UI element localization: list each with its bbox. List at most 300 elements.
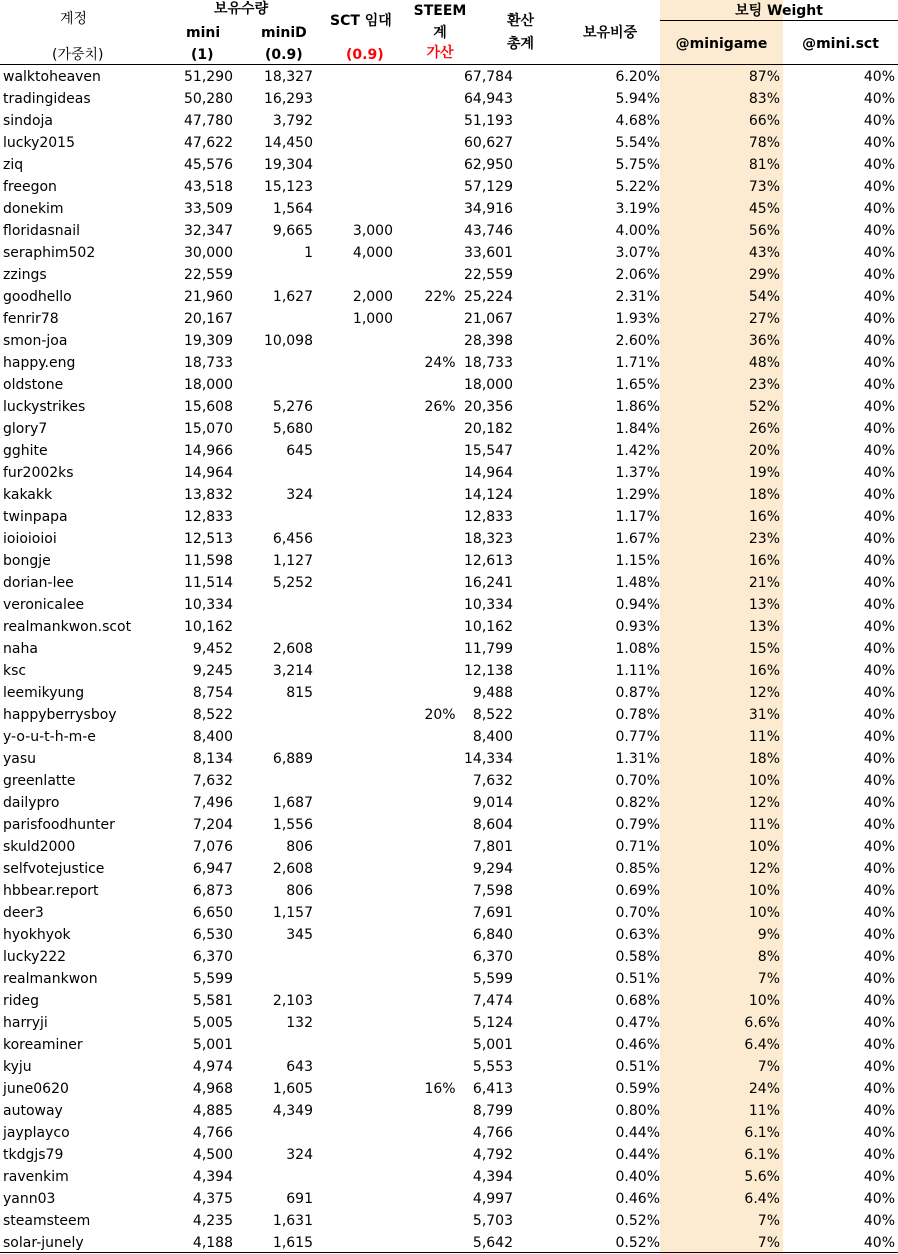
cell-minisct-weight: 40% <box>863 245 895 261</box>
cell-steem-add: 24% <box>424 355 456 371</box>
cell-ratio: 3.07% <box>615 245 660 261</box>
table-row <box>0 1210 898 1232</box>
cell-ratio: 0.63% <box>615 927 660 943</box>
table-row <box>0 924 898 946</box>
cell-total: 12,833 <box>464 509 513 525</box>
cell-mini: 30,000 <box>184 245 233 261</box>
header-bottom-border <box>0 64 898 65</box>
cell-account: bongje <box>3 553 51 569</box>
cell-total: 9,488 <box>472 685 513 701</box>
cell-minisct-weight: 40% <box>863 69 895 85</box>
cell-total: 14,124 <box>464 487 513 503</box>
cell-total: 8,522 <box>472 707 513 723</box>
cell-minid: 10,098 <box>264 333 313 349</box>
cell-ratio: 2.06% <box>615 267 660 283</box>
cell-total: 7,691 <box>472 905 513 921</box>
header-steem-add: 가산 <box>426 45 454 61</box>
cell-mini: 15,070 <box>184 421 233 437</box>
table-row <box>0 616 898 638</box>
cell-minigame-weight: 12% <box>748 861 780 877</box>
table-row <box>0 1188 898 1210</box>
cell-mini: 18,000 <box>184 377 233 393</box>
cell-total: 25,224 <box>464 289 513 305</box>
table-row <box>0 660 898 682</box>
cell-mini: 12,513 <box>184 531 233 547</box>
cell-minigame-weight: 45% <box>748 201 780 217</box>
cell-ratio: 4.68% <box>615 113 660 129</box>
table-row <box>0 220 898 242</box>
cell-minigame-weight: 16% <box>748 553 780 569</box>
cell-mini: 11,514 <box>184 575 233 591</box>
cell-mini: 7,076 <box>192 839 233 855</box>
cell-minisct-weight: 40% <box>863 839 895 855</box>
table-row <box>0 352 898 374</box>
cell-ratio: 0.93% <box>615 619 660 635</box>
cell-minid: 5,276 <box>272 399 313 415</box>
cell-account: fenrir78 <box>3 311 59 327</box>
cell-mini: 4,766 <box>192 1125 233 1141</box>
cell-minid: 1,615 <box>272 1235 313 1251</box>
cell-total: 5,124 <box>472 1015 513 1031</box>
cell-mini: 4,394 <box>192 1169 233 1185</box>
cell-account: goodhello <box>3 289 72 305</box>
table-row <box>0 242 898 264</box>
cell-account: skuld2000 <box>3 839 76 855</box>
cell-mini: 4,375 <box>192 1191 233 1207</box>
cell-minigame-weight: 18% <box>748 751 780 767</box>
cell-minid: 14,450 <box>264 135 313 151</box>
cell-mini: 13,832 <box>184 487 233 503</box>
cell-minisct-weight: 40% <box>863 1169 895 1185</box>
cell-total: 57,129 <box>464 179 513 195</box>
cell-ratio: 5.75% <box>615 157 660 173</box>
cell-minigame-weight: 7% <box>757 1213 780 1229</box>
table-row <box>0 440 898 462</box>
table-row <box>0 176 898 198</box>
cell-total: 64,943 <box>464 91 513 107</box>
cell-account: deer3 <box>3 905 44 921</box>
cell-total: 16,241 <box>464 575 513 591</box>
table-row <box>0 484 898 506</box>
cell-ratio: 0.51% <box>615 971 660 987</box>
table-row <box>0 110 898 132</box>
cell-minid: 6,456 <box>272 531 313 547</box>
cell-mini: 19,309 <box>184 333 233 349</box>
cell-minisct-weight: 40% <box>863 663 895 679</box>
cell-minisct-weight: 40% <box>863 135 895 151</box>
cell-minisct-weight: 40% <box>863 971 895 987</box>
cell-mini: 15,608 <box>184 399 233 415</box>
cell-minigame-weight: 6.1% <box>744 1125 780 1141</box>
cell-minisct-weight: 40% <box>863 575 895 591</box>
cell-minigame-weight: 56% <box>748 223 780 239</box>
cell-minisct-weight: 40% <box>863 443 895 459</box>
cell-minisct-weight: 40% <box>863 1235 895 1251</box>
cell-account: seraphim502 <box>3 245 96 261</box>
cell-minid: 806 <box>286 839 313 855</box>
cell-minisct-weight: 40% <box>863 949 895 965</box>
cell-minid: 1 <box>304 245 313 261</box>
cell-account: jayplayco <box>3 1125 70 1141</box>
cell-ratio: 0.59% <box>615 1081 660 1097</box>
cell-account: happy.eng <box>3 355 76 371</box>
cell-account: smon-joa <box>3 333 68 349</box>
header-account: 계정 <box>60 11 88 27</box>
cell-total: 8,400 <box>472 729 513 745</box>
cell-ratio: 1.29% <box>615 487 660 503</box>
cell-mini: 4,885 <box>192 1103 233 1119</box>
cell-ratio: 1.65% <box>615 377 660 393</box>
cell-ratio: 5.54% <box>615 135 660 151</box>
cell-total: 8,604 <box>472 817 513 833</box>
cell-minid: 9,665 <box>272 223 313 239</box>
cell-ratio: 1.71% <box>615 355 660 371</box>
cell-minid: 324 <box>286 487 313 503</box>
header-steem-total: 계 <box>433 25 447 41</box>
cell-ratio: 0.78% <box>615 707 660 723</box>
cell-minigame-weight: 23% <box>748 531 780 547</box>
cell-minigame-weight: 10% <box>748 905 780 921</box>
cell-minisct-weight: 40% <box>863 509 895 525</box>
cell-minigame-weight: 27% <box>748 311 780 327</box>
cell-minid: 19,304 <box>264 157 313 173</box>
cell-total: 7,598 <box>472 883 513 899</box>
cell-total: 28,398 <box>464 333 513 349</box>
cell-total: 7,801 <box>472 839 513 855</box>
table-row <box>0 880 898 902</box>
cell-minigame-weight: 13% <box>748 597 780 613</box>
cell-account: walktoheaven <box>3 69 101 85</box>
cell-minisct-weight: 40% <box>863 355 895 371</box>
cell-account: freegon <box>3 179 57 195</box>
cell-steem-add: 20% <box>424 707 456 723</box>
cell-account: dorian-lee <box>3 575 74 591</box>
cell-minisct-weight: 40% <box>863 399 895 415</box>
cell-minigame-weight: 21% <box>748 575 780 591</box>
cell-account: autoway <box>3 1103 63 1119</box>
cell-ratio: 1.86% <box>615 399 660 415</box>
table-row <box>0 946 898 968</box>
cell-mini: 18,733 <box>184 355 233 371</box>
cell-minisct-weight: 40% <box>863 597 895 613</box>
cell-minigame-weight: 23% <box>748 377 780 393</box>
cell-mini: 9,245 <box>192 663 233 679</box>
cell-minid: 6,889 <box>272 751 313 767</box>
cell-steem-add: 22% <box>424 289 456 305</box>
cell-minid: 1,127 <box>272 553 313 569</box>
cell-minigame-weight: 7% <box>757 1059 780 1075</box>
cell-total: 6,413 <box>472 1081 513 1097</box>
cell-minisct-weight: 40% <box>863 553 895 569</box>
cell-mini: 4,500 <box>192 1147 233 1163</box>
table-row <box>0 770 898 792</box>
cell-total: 34,916 <box>464 201 513 217</box>
cell-account: donekim <box>3 201 64 217</box>
cell-minisct-weight: 40% <box>863 641 895 657</box>
cell-minid: 324 <box>286 1147 313 1163</box>
table-row <box>0 550 898 572</box>
cell-minisct-weight: 40% <box>863 751 895 767</box>
cell-minid: 15,123 <box>264 179 313 195</box>
cell-minid: 806 <box>286 883 313 899</box>
cell-minigame-weight: 10% <box>748 839 780 855</box>
cell-mini: 6,873 <box>192 883 233 899</box>
cell-account: tradingideas <box>3 91 91 107</box>
cell-account: yasu <box>3 751 37 767</box>
header-sct-weight: (0.9) <box>346 47 384 63</box>
cell-mini: 4,188 <box>192 1235 233 1251</box>
cell-minigame-weight: 16% <box>748 663 780 679</box>
cell-minid: 1,556 <box>272 817 313 833</box>
cell-sct-lease: 4,000 <box>352 245 393 261</box>
cell-minisct-weight: 40% <box>863 1191 895 1207</box>
cell-minisct-weight: 40% <box>863 685 895 701</box>
cell-minid: 4,349 <box>272 1103 313 1119</box>
header-sct-lease: SCT 임대 <box>330 13 392 29</box>
cell-minigame-weight: 6.1% <box>744 1147 780 1163</box>
cell-mini: 10,162 <box>184 619 233 635</box>
cell-minid: 1,605 <box>272 1081 313 1097</box>
header-minid-weight: (0.9) <box>265 47 303 63</box>
cell-mini: 8,400 <box>192 729 233 745</box>
cell-sct-lease: 3,000 <box>352 223 393 239</box>
cell-total: 18,733 <box>464 355 513 371</box>
cell-minigame-weight: 6.4% <box>744 1191 780 1207</box>
cell-mini: 8,754 <box>192 685 233 701</box>
cell-ratio: 0.94% <box>615 597 660 613</box>
cell-minigame-weight: 11% <box>748 817 780 833</box>
header-total: 환산 <box>507 13 535 29</box>
cell-minisct-weight: 40% <box>863 1103 895 1119</box>
cell-ratio: 1.84% <box>615 421 660 437</box>
cell-ratio: 0.58% <box>615 949 660 965</box>
cell-account: steamsteem <box>3 1213 91 1229</box>
cell-minisct-weight: 40% <box>863 311 895 327</box>
cell-total: 18,323 <box>464 531 513 547</box>
cell-total: 4,394 <box>472 1169 513 1185</box>
cell-minigame-weight: 43% <box>748 245 780 261</box>
cell-minisct-weight: 40% <box>863 487 895 503</box>
table-row <box>0 726 898 748</box>
cell-minisct-weight: 40% <box>863 201 895 217</box>
cell-minigame-weight: 54% <box>748 289 780 305</box>
cell-minisct-weight: 40% <box>863 531 895 547</box>
cell-total: 12,138 <box>464 663 513 679</box>
cell-minigame-weight: 11% <box>748 1103 780 1119</box>
cell-ratio: 0.70% <box>615 773 660 789</box>
cell-minisct-weight: 40% <box>863 377 895 393</box>
cell-minisct-weight: 40% <box>863 421 895 437</box>
cell-minigame-weight: 8% <box>757 949 780 965</box>
cell-mini: 7,632 <box>192 773 233 789</box>
cell-account: realmankwon <box>3 971 98 987</box>
table-row <box>0 132 898 154</box>
cell-mini: 50,280 <box>184 91 233 107</box>
cell-mini: 33,509 <box>184 201 233 217</box>
cell-ratio: 0.85% <box>615 861 660 877</box>
cell-minigame-weight: 52% <box>748 399 780 415</box>
cell-total: 4,766 <box>472 1125 513 1141</box>
cell-total: 43,746 <box>464 223 513 239</box>
header-mini: mini <box>186 25 221 41</box>
cell-total: 4,792 <box>472 1147 513 1163</box>
cell-total: 60,627 <box>464 135 513 151</box>
table-row <box>0 528 898 550</box>
cell-minisct-weight: 40% <box>863 113 895 129</box>
cell-minisct-weight: 40% <box>863 157 895 173</box>
cell-minisct-weight: 40% <box>863 1147 895 1163</box>
cell-total: 6,840 <box>472 927 513 943</box>
cell-ratio: 1.67% <box>615 531 660 547</box>
cell-minid: 5,680 <box>272 421 313 437</box>
cell-minisct-weight: 40% <box>863 179 895 195</box>
cell-minigame-weight: 12% <box>748 685 780 701</box>
table-row <box>0 286 898 308</box>
cell-account: fur2002ks <box>3 465 74 481</box>
cell-ratio: 0.46% <box>615 1191 660 1207</box>
cell-account: ziq <box>3 157 24 173</box>
cell-total: 5,703 <box>472 1213 513 1229</box>
cell-minid: 345 <box>286 927 313 943</box>
table-row <box>0 506 898 528</box>
cell-ratio: 5.22% <box>615 179 660 195</box>
cell-minigame-weight: 19% <box>748 465 780 481</box>
cell-minigame-weight: 9% <box>757 927 780 943</box>
cell-mini: 6,947 <box>192 861 233 877</box>
cell-minisct-weight: 40% <box>863 223 895 239</box>
cell-minigame-weight: 12% <box>748 795 780 811</box>
cell-total: 14,334 <box>464 751 513 767</box>
cell-ratio: 1.31% <box>615 751 660 767</box>
cell-account: solar-junely <box>3 1235 84 1251</box>
cell-minisct-weight: 40% <box>863 707 895 723</box>
cell-ratio: 0.79% <box>615 817 660 833</box>
cell-minigame-weight: 15% <box>748 641 780 657</box>
header-account-weight: (가중치) <box>52 47 104 63</box>
cell-minisct-weight: 40% <box>863 905 895 921</box>
cell-mini: 5,005 <box>192 1015 233 1031</box>
cell-minisct-weight: 40% <box>863 883 895 899</box>
cell-minisct-weight: 40% <box>863 1037 895 1053</box>
cell-sct-lease: 2,000 <box>352 289 393 305</box>
cell-ratio: 0.68% <box>615 993 660 1009</box>
cell-account: yann03 <box>3 1191 56 1207</box>
cell-minid: 1,687 <box>272 795 313 811</box>
cell-minid: 2,608 <box>272 641 313 657</box>
cell-minigame-weight: 83% <box>748 91 780 107</box>
table-row <box>0 902 898 924</box>
cell-minigame-weight: 31% <box>748 707 780 723</box>
cell-minid: 643 <box>286 1059 313 1075</box>
cell-mini: 4,968 <box>192 1081 233 1097</box>
cell-account: tkdgjs79 <box>3 1147 64 1163</box>
cell-account: twinpapa <box>3 509 68 525</box>
cell-ratio: 0.80% <box>615 1103 660 1119</box>
cell-account: floridasnail <box>3 223 81 239</box>
cell-minid: 691 <box>286 1191 313 1207</box>
cell-ratio: 0.71% <box>615 839 660 855</box>
cell-total: 18,000 <box>464 377 513 393</box>
cell-minid: 18,327 <box>264 69 313 85</box>
table-row <box>0 396 898 418</box>
cell-minigame-weight: 11% <box>748 729 780 745</box>
header-ratio: 보유비중 <box>583 25 638 41</box>
cell-total: 7,632 <box>472 773 513 789</box>
header-minid: miniD <box>261 25 307 41</box>
cell-minisct-weight: 40% <box>863 289 895 305</box>
cell-ratio: 4.00% <box>615 223 660 239</box>
cell-total: 5,599 <box>472 971 513 987</box>
cell-minigame-weight: 13% <box>748 619 780 635</box>
cell-mini: 21,960 <box>184 289 233 305</box>
cell-mini: 8,134 <box>192 751 233 767</box>
cell-account: naha <box>3 641 38 657</box>
cell-mini: 10,334 <box>184 597 233 613</box>
cell-total: 14,964 <box>464 465 513 481</box>
cell-mini: 4,974 <box>192 1059 233 1075</box>
cell-minid: 1,631 <box>272 1213 313 1229</box>
cell-minid: 16,293 <box>264 91 313 107</box>
cell-account: y-o-u-t-h-m-e <box>3 729 96 745</box>
cell-total: 21,067 <box>464 311 513 327</box>
cell-account: greenlatte <box>3 773 76 789</box>
table-row <box>0 748 898 770</box>
cell-mini: 6,650 <box>192 905 233 921</box>
cell-minisct-weight: 40% <box>863 1125 895 1141</box>
cell-minid: 1,627 <box>272 289 313 305</box>
cell-minigame-weight: 73% <box>748 179 780 195</box>
cell-minid: 815 <box>286 685 313 701</box>
cell-ratio: 0.77% <box>615 729 660 745</box>
cell-minid: 5,252 <box>272 575 313 591</box>
cell-ratio: 0.52% <box>615 1235 660 1251</box>
cell-minigame-weight: 48% <box>748 355 780 371</box>
cell-ratio: 5.94% <box>615 91 660 107</box>
table-row <box>0 594 898 616</box>
cell-minigame-weight: 16% <box>748 509 780 525</box>
table-row <box>0 1034 898 1056</box>
table-row <box>0 88 898 110</box>
table-row <box>0 462 898 484</box>
cell-minisct-weight: 40% <box>863 729 895 745</box>
table-row <box>0 682 898 704</box>
cell-total: 51,193 <box>464 113 513 129</box>
cell-minisct-weight: 40% <box>863 619 895 635</box>
cell-ratio: 0.44% <box>615 1125 660 1141</box>
cell-minid: 132 <box>286 1015 313 1031</box>
cell-minisct-weight: 40% <box>863 795 895 811</box>
table-body <box>0 66 898 1254</box>
table-row <box>0 572 898 594</box>
cell-mini: 6,530 <box>192 927 233 943</box>
cell-total: 5,642 <box>472 1235 513 1251</box>
cell-minigame-weight: 10% <box>748 773 780 789</box>
table-row <box>0 330 898 352</box>
table-row <box>0 1078 898 1100</box>
cell-account: hbbear.report <box>3 883 99 899</box>
cell-account: zzings <box>3 267 47 283</box>
table-row <box>0 1166 898 1188</box>
cell-ratio: 0.87% <box>615 685 660 701</box>
cell-account: parisfoodhunter <box>3 817 115 833</box>
cell-minigame-weight: 26% <box>748 421 780 437</box>
cell-account: ioioioioi <box>3 531 57 547</box>
cell-total: 33,601 <box>464 245 513 261</box>
cell-account: lucky222 <box>3 949 67 965</box>
cell-ratio: 2.60% <box>615 333 660 349</box>
header-minigame: @minigame <box>675 36 768 52</box>
cell-ratio: 0.69% <box>615 883 660 899</box>
